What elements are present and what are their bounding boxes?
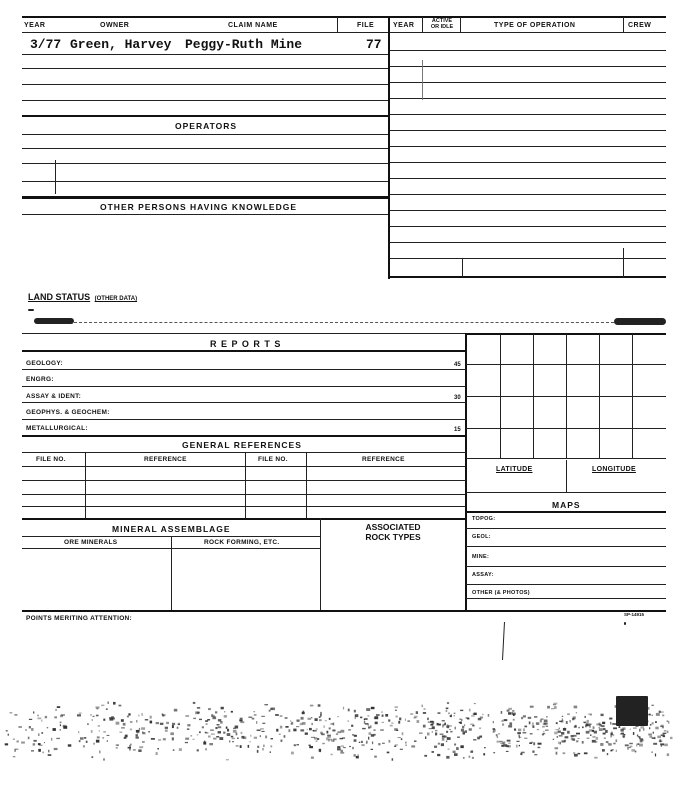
grid-horizontal — [466, 458, 666, 459]
entry-owner: Green, Harvey — [70, 37, 172, 52]
header-owner: OWNER — [100, 22, 130, 29]
smudge-left — [34, 318, 74, 324]
grid-horizontal — [466, 396, 666, 397]
operation-row-line — [390, 178, 666, 179]
operators-row-line — [22, 163, 388, 164]
divider — [462, 258, 463, 278]
rock-forming-header: ROCK FORMING, ETC. — [204, 539, 280, 546]
operation-row-line — [390, 194, 666, 195]
form-number: SP-14915 — [624, 612, 645, 617]
land-status-heading — [28, 287, 137, 305]
pen-mark — [502, 622, 505, 660]
other-persons-top-rule — [22, 196, 388, 199]
maps-mine: MINE: — [472, 554, 490, 560]
header-or-idle: OR IDLE — [430, 24, 454, 30]
maps-row-line — [466, 566, 666, 567]
maps-geol: GEOL: — [472, 534, 491, 540]
main-divider — [388, 17, 390, 279]
gen-ref-reference: REFERENCE — [144, 456, 187, 463]
latitude-label: LATITUDE — [496, 466, 533, 473]
top-rule — [22, 16, 666, 18]
divider — [422, 60, 423, 100]
gen-ref-row-line — [22, 494, 466, 495]
operators-row-line — [22, 134, 388, 135]
maps-title: MAPS — [552, 500, 581, 510]
divider — [55, 160, 56, 194]
header-active-or-idle — [424, 18, 460, 30]
report-geology-label: GEOLOGY: — [26, 360, 63, 367]
operation-row-line — [390, 146, 666, 147]
general-references-top-rule — [22, 435, 466, 437]
points-meriting-label: POINTS MERITING ATTENTION: — [26, 615, 133, 622]
maps-header-rule — [466, 511, 666, 513]
reports-title: R E P O R T S — [210, 339, 282, 349]
operation-bottom-rule — [390, 276, 666, 278]
divider — [623, 17, 624, 32]
operation-row-line — [390, 162, 666, 163]
owner-row-line — [22, 54, 388, 55]
report-assay-label: ASSAY & IDENT: — [26, 393, 82, 400]
operators-top-rule — [22, 115, 388, 117]
mineral-assemblage-title: MINERAL ASSEMBLAGE — [112, 524, 231, 534]
grid-horizontal — [466, 428, 666, 429]
maps-row-line — [466, 546, 666, 547]
gen-ref-row-line — [22, 466, 466, 467]
longitude-label: LONGITUDE — [592, 466, 636, 473]
mineral-top-rule — [22, 518, 466, 520]
operators-row-line — [22, 181, 388, 182]
grid-horizontal — [466, 364, 666, 365]
operation-row-line — [390, 114, 666, 115]
gen-ref-file-no: FILE NO. — [36, 456, 66, 463]
divider — [566, 460, 567, 492]
divider — [460, 17, 461, 32]
other-persons-title: OTHER PERSONS HAVING KNOWLEDGE — [100, 202, 298, 212]
smudge-right — [614, 318, 666, 325]
operation-row-line — [390, 98, 666, 99]
header-file: FILE — [357, 22, 375, 29]
mark — [28, 309, 34, 311]
associated-line-2: ROCK TYPES — [365, 532, 421, 542]
general-references-header-rule — [22, 452, 466, 453]
divider — [623, 248, 624, 278]
header-active: ACTIVE — [431, 18, 453, 24]
maps-row-line — [466, 584, 666, 585]
header-year-2: YEAR — [393, 22, 415, 29]
header-claim-name: CLAIM NAME — [228, 22, 278, 29]
operation-row-line — [390, 50, 666, 51]
gen-ref-reference-2: REFERENCE — [362, 456, 405, 463]
maps-row-line — [466, 528, 666, 529]
owner-row-line — [22, 68, 388, 69]
associated-line-1: ASSOCIATED — [365, 522, 421, 532]
operation-row-line — [390, 82, 666, 83]
maps-assay: ASSAY: — [472, 572, 494, 578]
gen-ref-row-line — [22, 506, 466, 507]
header-bottom-rule — [22, 32, 666, 33]
report-geophys-label: GEOPHYS. & GEOCHEM: — [26, 409, 110, 416]
operation-row-line — [390, 210, 666, 211]
other-persons-row-line — [22, 214, 388, 215]
report-assay-num: 30 — [454, 395, 461, 401]
land-status-line — [74, 322, 614, 324]
reports-row-line — [22, 402, 466, 403]
operation-row-line — [390, 66, 666, 67]
maps-topog: TOPOG: — [472, 516, 496, 522]
owner-row-line — [22, 100, 388, 101]
divider — [171, 536, 172, 611]
gen-ref-row-line — [22, 480, 466, 481]
entry-file: 77 — [366, 37, 382, 52]
reports-row-line — [22, 386, 466, 387]
report-geology-num: 45 — [454, 362, 461, 368]
divider — [245, 452, 246, 518]
dot-mark — [624, 622, 626, 625]
header-type-of-operation: TYPE OF OPERATION — [494, 22, 576, 29]
land-status-title: LAND STATUS — [28, 292, 91, 302]
ore-minerals-header: ORE MINERALS — [64, 539, 118, 546]
reports-header-rule — [22, 350, 466, 352]
maps-other: OTHER (& PHOTOS) — [472, 590, 530, 596]
operation-row-line — [390, 226, 666, 227]
reports-row-line — [22, 369, 466, 370]
entry-year: 3/77 — [30, 37, 62, 52]
owner-row-line — [22, 84, 388, 85]
header-crew: CREW — [628, 22, 652, 29]
divider — [85, 452, 86, 518]
header-year: YEAR — [24, 22, 46, 29]
operators-row-line — [22, 148, 388, 149]
entry-claim-name: Peggy-Ruth Mine — [185, 37, 303, 52]
scan-noise — [0, 690, 678, 790]
corner-blot — [616, 696, 648, 726]
operators-title: OPERATORS — [175, 121, 238, 131]
general-references-title: GENERAL REFERENCES — [182, 440, 302, 450]
gen-ref-file-no-2: FILE NO. — [258, 456, 288, 463]
bottom-rule — [22, 610, 666, 612]
report-engrg-label: ENGRG: — [26, 376, 54, 383]
maps-top-rule — [466, 492, 666, 493]
operation-row-line — [390, 258, 666, 259]
report-metallurgical-num: 15 — [454, 427, 461, 433]
associated-rock-types-title — [328, 522, 458, 542]
operation-row-line — [390, 242, 666, 243]
land-status-subtitle: (OTHER DATA) — [94, 296, 138, 302]
divider — [422, 17, 423, 32]
operation-row-line — [390, 130, 666, 131]
report-metallurgical-label: METALLURGICAL: — [26, 425, 88, 432]
maps-row-line — [466, 598, 666, 599]
reports-row-line — [22, 419, 466, 420]
divider — [306, 452, 307, 518]
divider — [337, 17, 338, 32]
reports-right-divider — [465, 333, 467, 611]
divider — [320, 518, 321, 611]
